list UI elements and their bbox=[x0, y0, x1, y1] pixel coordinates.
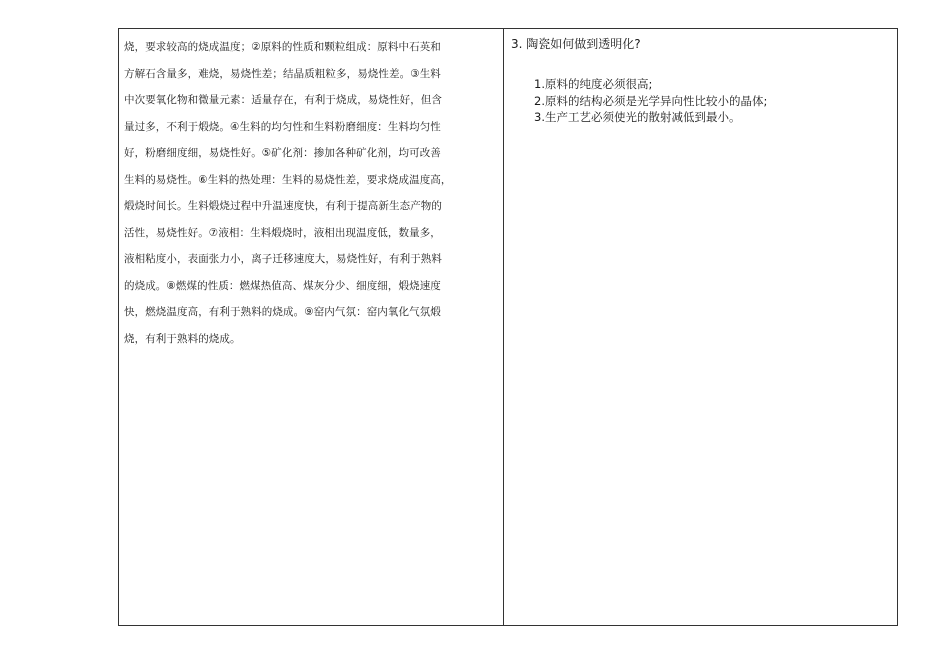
paragraph-line: 好，粉磨细度细，易烧性好。⑤矿化剂：掺加各种矿化剂，均可改善 bbox=[124, 147, 441, 159]
right-cell bbox=[504, 29, 897, 625]
paragraph-line: 量过多，不利于煅烧。④生料的均匀性和生料粉磨细度：生料均匀性 bbox=[124, 120, 441, 133]
question-heading: 3. 陶瓷如何做到透明化? bbox=[511, 37, 641, 51]
paragraph-line: 烧，有利于熟料的烧成。 bbox=[124, 332, 241, 345]
answer-item: 1.原料的纯度必须很高; bbox=[534, 77, 653, 91]
paragraph-line: 烧，要求较高的烧成温度；②原料的性质和颗粒组成：原料中石英和 bbox=[124, 41, 441, 53]
left-cell bbox=[119, 29, 504, 625]
document-table bbox=[118, 28, 898, 626]
paragraph-line: 中次要氧化物和微量元素：适量存在，有利于烧成，易烧性好，但含 bbox=[124, 94, 442, 106]
answer-list bbox=[511, 76, 887, 126]
paragraph-line: 生料的易烧性。⑥生料的热处理：生料的易烧性差，要求烧成温度高， bbox=[124, 173, 452, 186]
paragraph-line: 活性，易烧性好。⑦液相：生料煅烧时，液相出现温度低，数量多， bbox=[124, 226, 441, 239]
paragraph-line: 煅烧时间长。生料煅烧过程中升温速度快，有利于提高新生态产物的 bbox=[124, 200, 442, 212]
paragraph-line: 的烧成。⑧燃煤的性质：燃煤热值高、煤灰分少、细度细，煅烧速度 bbox=[124, 279, 441, 292]
paragraph-line: 方解石含量多，难烧，易烧性差；结晶质粗粒多，易烧性差。③生料 bbox=[124, 67, 441, 80]
answer-item: 3.生产工艺必须使光的散射减低到最小。 bbox=[534, 110, 741, 124]
paragraph-line: 液相粘度小，表面张力小，离子迁移速度大，易烧性好，有利于熟料 bbox=[124, 253, 442, 265]
paragraph-line: 快，燃烧温度高，有利于熟料的烧成。⑨窑内气氛：窑内氧化气氛煅 bbox=[124, 306, 441, 318]
answer-item: 2.原料的结构必须是光学异向性比较小的晶体; bbox=[534, 93, 768, 108]
